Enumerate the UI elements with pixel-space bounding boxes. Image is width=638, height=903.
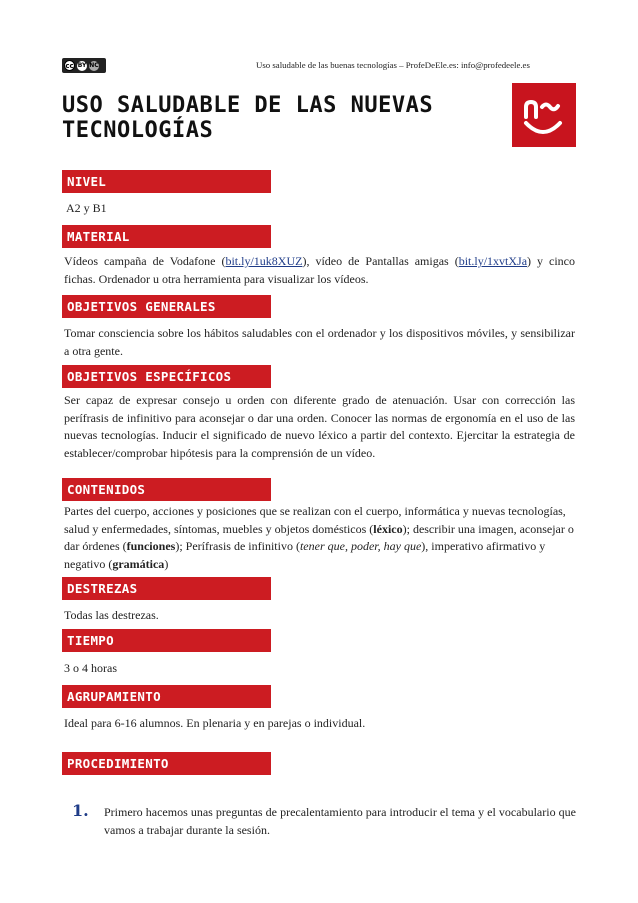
section-header-procedimiento: PROCEDIMIENTO: [62, 752, 271, 775]
material-text: Vídeos campaña de Vodafone (bit.ly/1uk8XUZ), vídeo de Pantallas amigas (bit.ly/1xvtXJa) y cinco fichas. Ordenador u otra herramienta para visualizar los vídeos.: [64, 254, 576, 286]
agrupamiento-text: Ideal para 6-16 alumnos. En plenaria y en parejas o individual.: [64, 716, 366, 730]
link-pantallas-amigas-video[interactable]: bit.ly/1xvtXJa: [458, 254, 528, 268]
section-header-nivel: NIVEL: [62, 170, 271, 193]
section-header-agrupamiento: AGRUPAMIENTO: [62, 685, 271, 708]
cc-icon: cc: [65, 61, 74, 70]
document-title: USO SALUDABLE DE LAS NUEVAS TECNOLOGÍAS: [62, 93, 434, 143]
list-item-number: 1.: [72, 801, 89, 820]
cc-license-badge: [62, 58, 106, 73]
section-header-destrezas: DESTREZAS: [62, 577, 271, 600]
section-header-material: MATERIAL: [62, 225, 271, 248]
objetivos-especificos-text: Ser capaz de expresar consejo u orden con diferente grado de atenuación. Usar con corrección las perífrasis de infinitivo para aconsejar o dar una orden. Conocer las normas de ergonomía en el uso de las nuevas tecnologías. Inducir el significado de nuevo léxico a partir del contexto. Ejercitar la estrategia de establecer/comprobar hipótesis para la comprensión de un vídeo.: [64, 393, 575, 460]
page-header-text: Uso saludable de las buenas tecnologías – ProfeDeEle.es: info@profedeele.es: [256, 60, 530, 70]
contenidos-text: Partes del cuerpo, acciones y posiciones que se realizan con el cuerpo, informática y nuevas tecnologías, salud y enfermedades, síntomas, muebles y objetos domésticos (léxico); describir una imagen, aconsejar o dar órdenes (funciones); Perífrasis de infinitivo (tener que, poder, hay que), imperativo afirmativo y negativo (gramática): [64, 504, 574, 571]
section-header-contenidos: CONTENIDOS: [62, 478, 271, 501]
profedeele-logo-icon: [512, 83, 576, 147]
destrezas-text: Todas las destrezas.: [64, 608, 159, 622]
section-header-objetivos-generales: OBJETIVOS GENERALES: [62, 295, 271, 318]
link-vodafone-video[interactable]: bit.ly/1uk8XUZ: [225, 254, 303, 268]
objetivos-generales-text: Tomar consciencia sobre los hábitos saludables con el ordenador y los dispositivos móviles, y sensibilizar a otra gente.: [64, 326, 575, 358]
nivel-text: A2 y B1: [66, 201, 107, 215]
noncommercial-icon: NC: [89, 62, 99, 69]
tiempo-text: 3 o 4 horas: [64, 661, 117, 675]
list-item-text: Primero hacemos unas preguntas de precalentamiento para introducir el tema y el vocabulario que vamos a trabajar durante la sesión.: [104, 805, 576, 837]
section-header-objetivos-especificos: OBJETIVOS ESPECÍFICOS: [62, 365, 271, 388]
section-header-tiempo: TIEMPO: [62, 629, 271, 652]
attribution-icon: BY: [77, 62, 87, 69]
